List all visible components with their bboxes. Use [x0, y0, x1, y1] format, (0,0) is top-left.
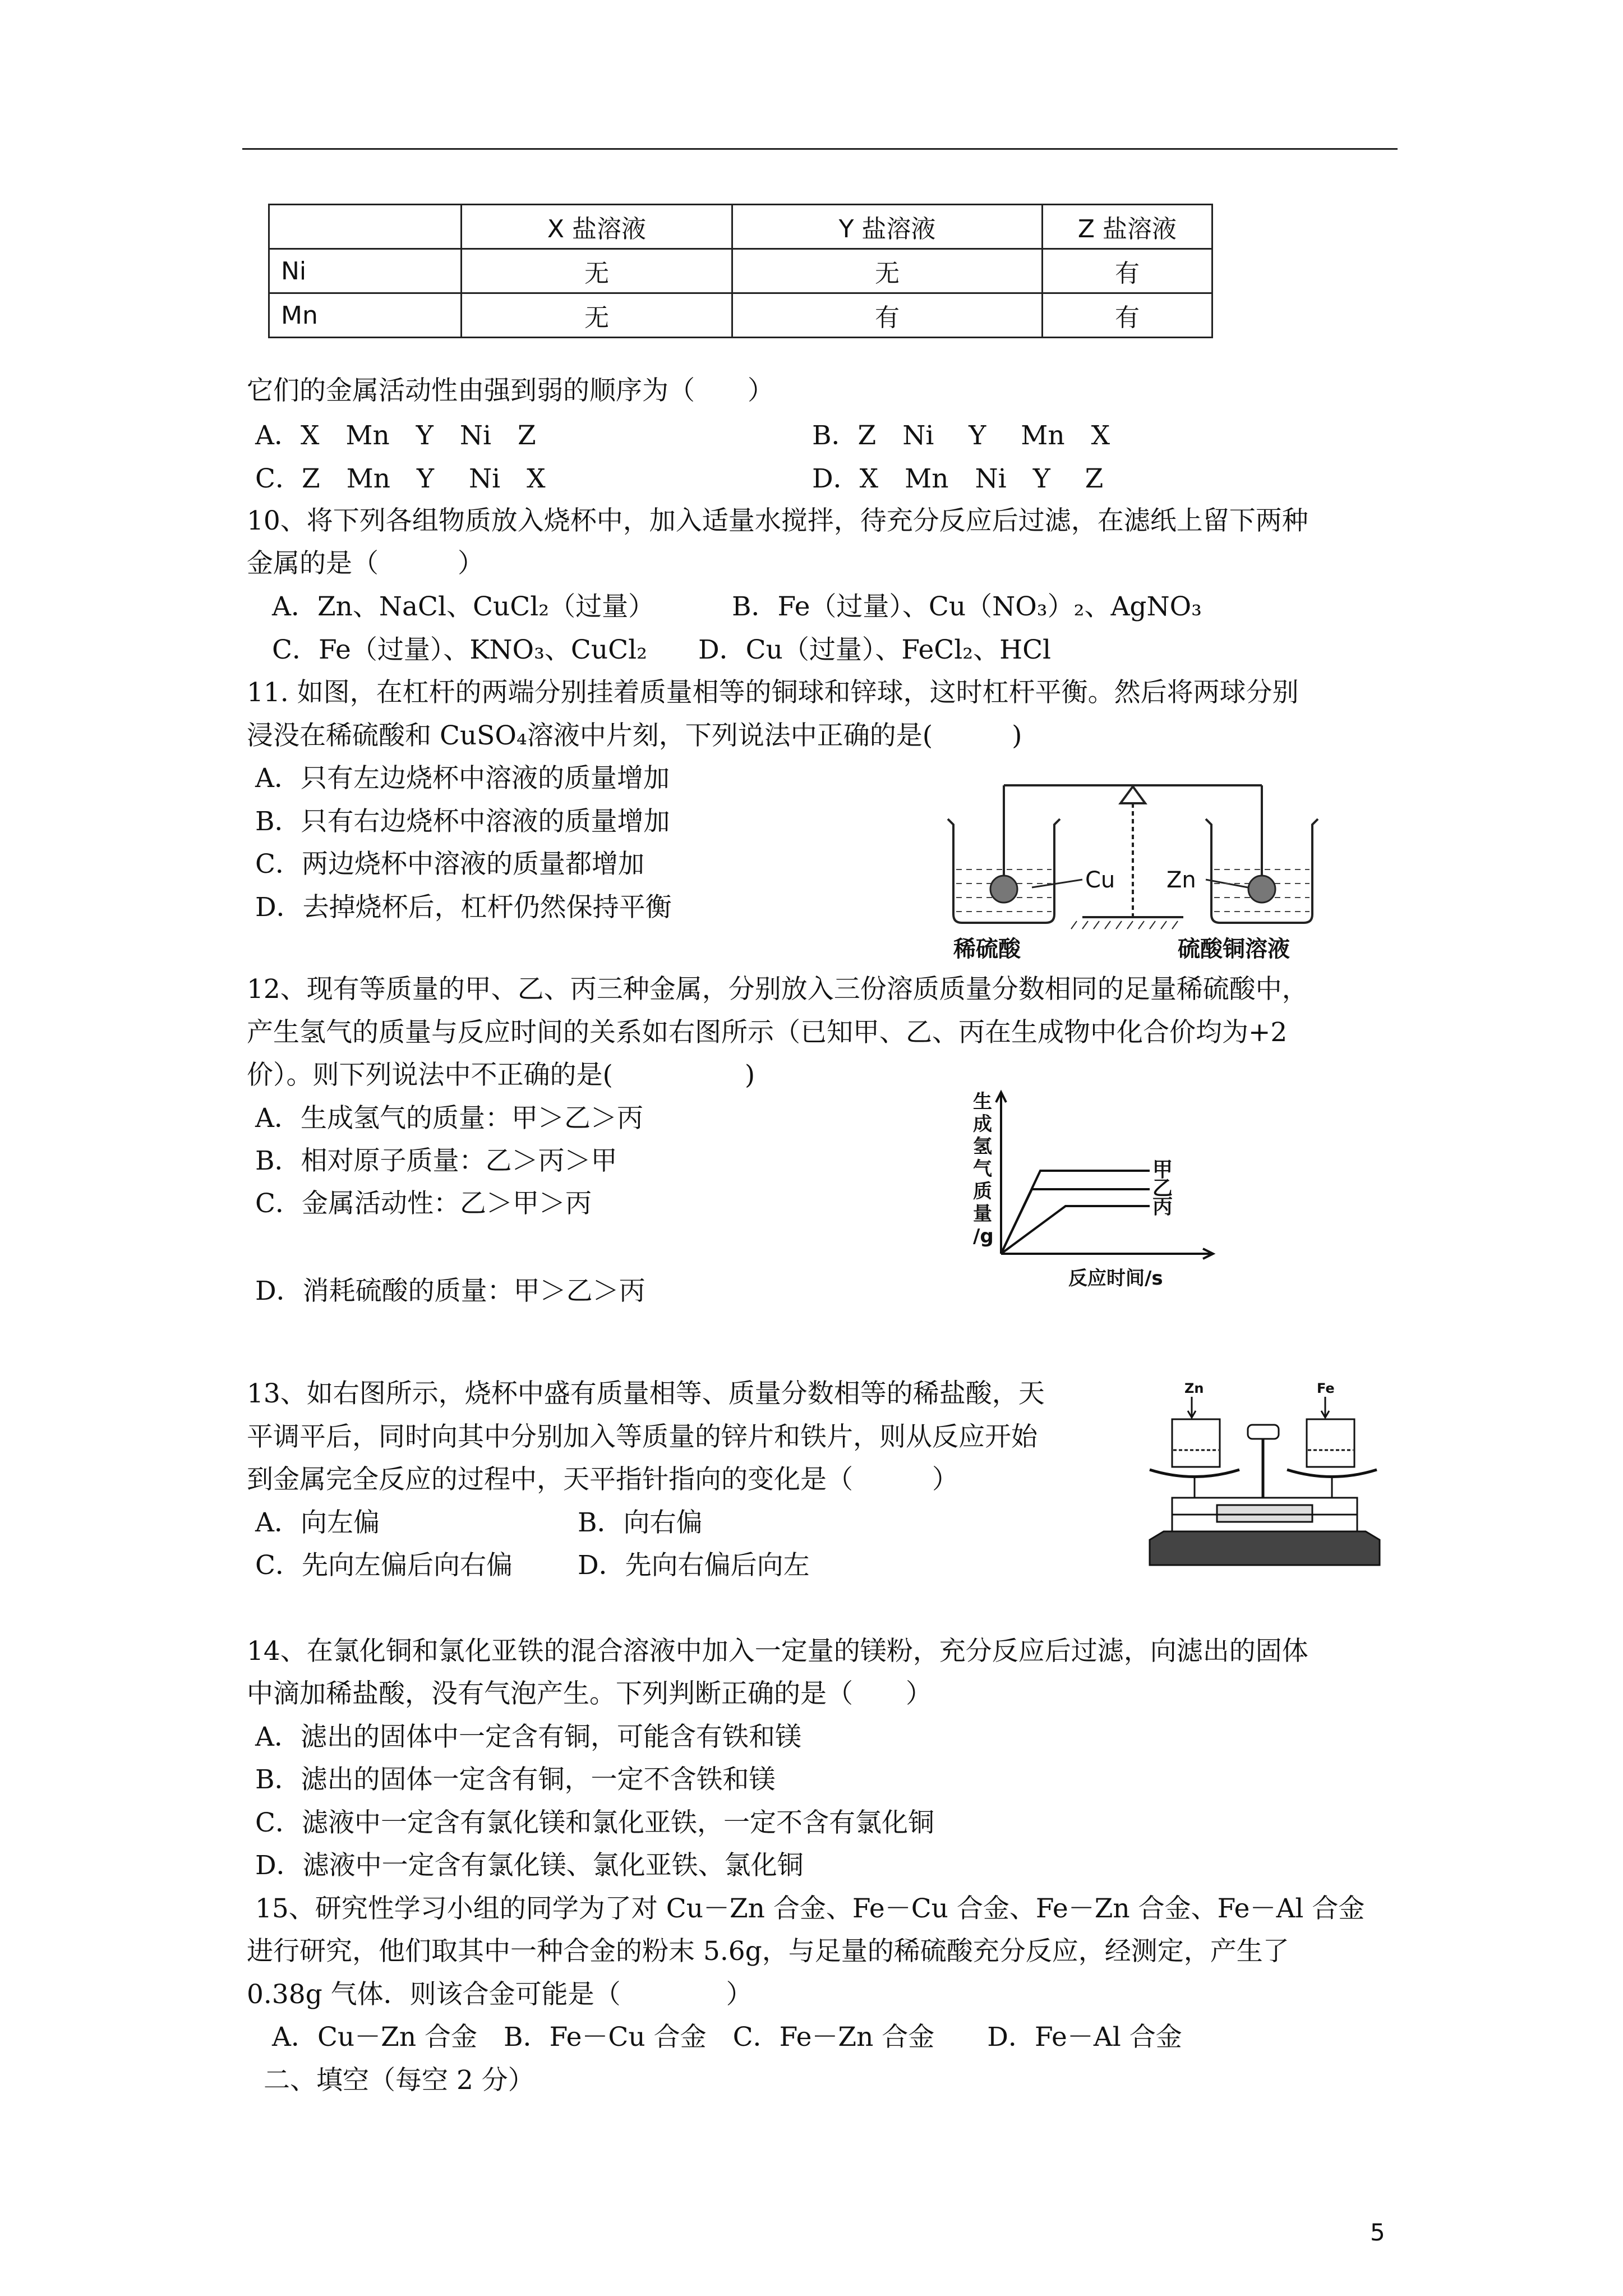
table-cell: 有: [732, 293, 1043, 338]
series-label-jia: 甲: [1152, 1158, 1173, 1181]
series-label-yi: 乙: [1152, 1177, 1173, 1200]
header-rule: [242, 148, 1398, 150]
series-line-jia: [1001, 1171, 1150, 1254]
table-row: [269, 293, 1212, 338]
option-b: B．相对原子质量：乙＞丙＞甲: [255, 1145, 617, 1176]
option-a: A．只有左边烧杯中溶液的质量增加: [255, 763, 670, 794]
table-cell: [269, 205, 462, 249]
option-c: C．两边烧杯中溶液的质量都增加: [255, 849, 644, 880]
question-stem: 0.38g 气体．则该合金可能是（ ）: [247, 1979, 753, 2010]
table-header-row: [269, 205, 1212, 249]
hydrogen-chart: [970, 1085, 1228, 1299]
table-cell: 无: [732, 249, 1043, 293]
table-cell: 无: [462, 293, 732, 338]
question-stem: 14、在氯化铜和氯化亚铁的混合溶液中加入一定量的镁粉，充分反应后过滤，向滤出的固体: [247, 1636, 1308, 1667]
question-stem: 浸没在稀硫酸和 CuSO₄溶液中片刻，下列说法中正确的是( ): [247, 720, 1022, 751]
table-cell: 有: [1043, 293, 1212, 338]
reaction-table: [268, 204, 1213, 338]
question-stem: 它们的金属活动性由强到弱的顺序为（ ）: [247, 375, 774, 406]
question-stem: 进行研究，他们取其中一种合金的粉末 5.6g，与足量的稀硫酸充分反应，经测定，产生了: [247, 1936, 1289, 1967]
table-cell: Mn: [269, 293, 462, 338]
right-solution-label: 硫酸铜溶液: [1178, 936, 1290, 962]
question-stem: 12、现有等质量的甲、乙、丙三种金属，分别放入三份溶质质量分数相同的足量稀硫酸中，: [247, 974, 1308, 1005]
option-b: B．Z Ni Y Mn X: [812, 420, 1110, 451]
ylabel-char: 生: [973, 1091, 992, 1113]
option-d: D．消耗硫酸的质量：甲＞乙＞丙: [255, 1276, 645, 1306]
option-a: A．滤出的固体中一定含有铜，可能含有铁和镁: [255, 1722, 801, 1752]
option-c: C．Fe（过量）、KNO₃、CuCl₂: [272, 634, 647, 665]
table-row: [269, 249, 1212, 293]
cu-label: Cu: [1085, 867, 1115, 893]
option-a: A．Zn、NaCl、CuCl₂（过量）: [272, 591, 655, 622]
table-cell: Ni: [269, 249, 462, 293]
option-d: D．X Mn Ni Y Z: [812, 463, 1104, 494]
ylabel-char: 质: [973, 1180, 992, 1203]
table-cell: Z 盐溶液: [1043, 205, 1212, 249]
question-stem: 13、如右图所示，烧杯中盛有质量相等、质量分数相等的稀盐酸，天: [247, 1378, 1045, 1409]
cu-ball: [990, 876, 1017, 903]
table-cell: 有: [1043, 249, 1212, 293]
x-axis-label: 反应时间/s: [1068, 1267, 1163, 1290]
question-stem: 15、研究性学习小组的同学为了对 Cu－Zn 合金、Fe－Cu 合金、Fe－Zn 合金、Fe－Al 合金: [255, 1893, 1365, 1924]
question-stem: 10、将下列各组物质放入烧杯中，加入适量水搅拌，待充分反应后过滤，在滤纸上留下两种: [247, 505, 1308, 536]
option-d: D．先向右偏后向左: [578, 1550, 810, 1581]
zn-ball: [1248, 876, 1275, 903]
series-line-bing: [1001, 1206, 1150, 1254]
zn-label: Zn: [1184, 1381, 1204, 1396]
option-c: C．先向左偏后向右偏: [255, 1550, 513, 1581]
question-stem: 中滴加稀盐酸，没有气泡产生。下列判断正确的是（ ）: [247, 1678, 932, 1709]
left-solution-label: 稀硫酸: [953, 936, 1021, 962]
option-a: A．向左偏: [255, 1507, 380, 1538]
option-a: A．生成氢气的质量：甲＞乙＞丙: [255, 1103, 643, 1134]
question-stem: 价）。则下列说法中不正确的是( ): [247, 1060, 755, 1091]
options-row: A．Cu－Zn 合金 B．Fe－Cu 合金 C．Fe－Zn 合金 D．Fe－Al 合金: [272, 2022, 1182, 2053]
option-a: A．X Mn Y Ni Z: [255, 420, 536, 451]
series-label-bing: 丙: [1152, 1195, 1173, 1218]
series-line-yi: [1001, 1189, 1150, 1254]
question-stem: 到金属完全反应的过程中，天平指针指向的变化是（ ）: [247, 1464, 958, 1495]
option-b: B．滤出的固体一定含有铜，一定不含铁和镁: [255, 1764, 776, 1795]
option-b: B．只有右边烧杯中溶液的质量增加: [255, 806, 670, 837]
question-stem: 平调平后，同时向其中分别加入等质量的锌片和铁片，则从反应开始: [247, 1421, 1038, 1452]
ylabel-char: 成: [973, 1113, 992, 1135]
table-cell: Y 盐溶液: [732, 205, 1043, 249]
option-b: B．Fe（过量）、Cu（NO₃）₂、AgNO₃: [732, 591, 1202, 622]
option-d: D．Cu（过量）、FeCl₂、HCl: [698, 634, 1052, 665]
table-cell: 无: [462, 249, 732, 293]
question-stem: 产生氢气的质量与反应时间的关系如右图所示（已知甲、乙、丙在生成物中化合价均为+2: [247, 1017, 1288, 1048]
question-stem: 11. 如图，在杠杆的两端分别挂着质量相等的铜球和锌球，这时杠杆平衡。然后将两球分别: [247, 677, 1299, 708]
option-c: C．滤液中一定含有氯化镁和氯化亚铁，一定不含有氯化铜: [255, 1807, 934, 1838]
ylabel-char: 量: [973, 1203, 992, 1225]
zn-label: Zn: [1166, 867, 1196, 893]
balance-figure: [1138, 1377, 1402, 1573]
option-c: C．金属活动性：乙＞甲＞丙: [255, 1188, 592, 1219]
option-b: B．向右偏: [578, 1507, 703, 1538]
lever-beaker-figure: [942, 780, 1324, 970]
page-number: 5: [1370, 2219, 1385, 2246]
ylabel-char: 氢: [973, 1135, 992, 1158]
section-heading: 二、填空（每空 2 分）: [264, 2065, 534, 2096]
table-cell: X 盐溶液: [462, 205, 732, 249]
ylabel-char: /g: [973, 1225, 994, 1248]
option-d: D．滤液中一定含有氯化镁、氯化亚铁、氯化铜: [255, 1850, 804, 1881]
question-stem: 金属的是（ ）: [247, 548, 484, 579]
option-d: D．去掉烧杯后，杠杆仍然保持平衡: [255, 892, 672, 923]
ylabel-char: 气: [973, 1158, 992, 1180]
option-c: C．Z Mn Y Ni X: [255, 463, 546, 494]
fe-label: Fe: [1317, 1381, 1335, 1396]
